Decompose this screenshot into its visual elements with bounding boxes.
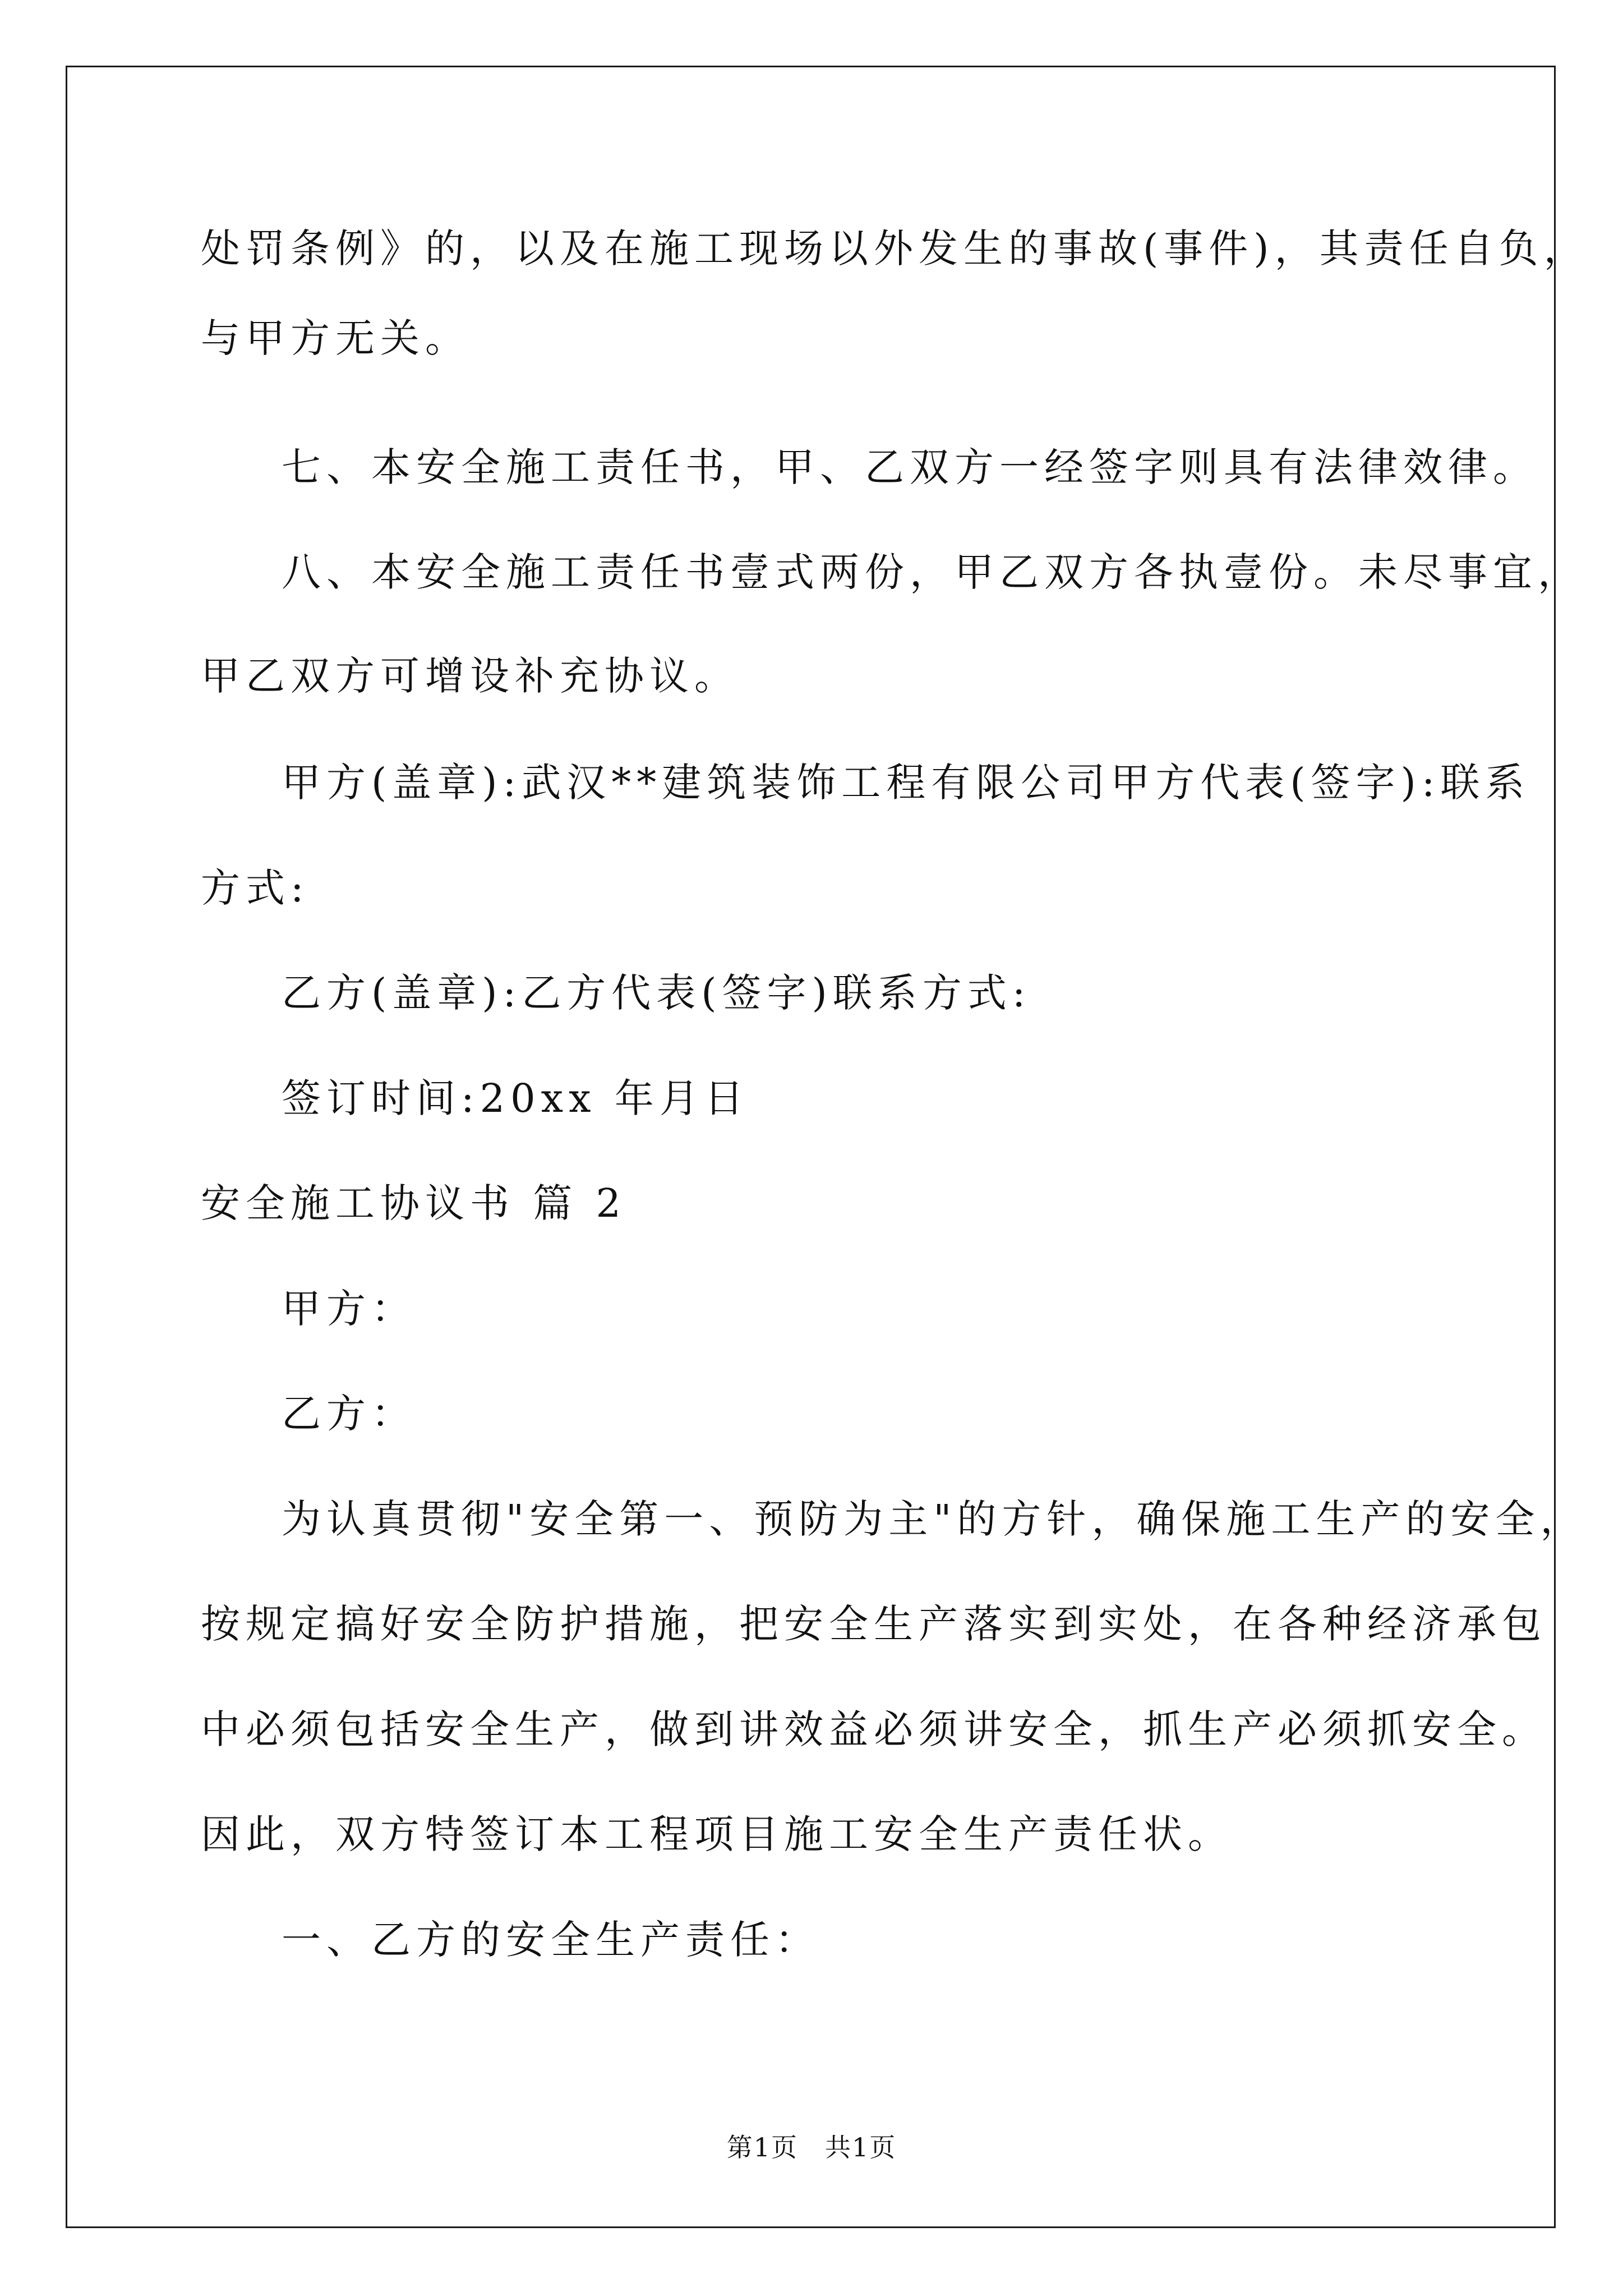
paragraph-line: 甲方(盖章):武汉**建筑装饰工程有限公司甲方代表(签字):联系 [282,760,1530,806]
paragraph-line: 处罚条例》的，以及在施工现场以外发生的事故(事件)，其责任自负， [201,226,1589,272]
page-border [66,66,1556,2228]
paragraph-line: 按规定搞好安全防护措施，把安全生产落实到实处，在各种经济承包 [201,1601,1547,1647]
paragraph-line: 一、乙方的安全生产责任： [282,1917,820,1963]
paragraph-line: 甲乙双方可增设补充协议。 [201,653,739,699]
paragraph-line: 乙方： [282,1391,416,1437]
paragraph-line: 甲方： [282,1286,416,1332]
paragraph-line: 七、本安全施工责任书，甲、乙双方一经签字则具有法律效律。 [282,444,1538,490]
paragraph-line: 方式: [201,865,310,911]
paragraph-line: 乙方(盖章):乙方代表(签字)联系方式: [282,970,1031,1016]
section-heading: 安全施工协议书 篇 2 [201,1180,627,1226]
paragraph-line: 为认真贯彻"安全第一、预防为主"的方针，确保施工生产的安全， [282,1496,1585,1542]
paragraph-line: 与甲方无关。 [201,315,470,361]
paragraph-line: 中必须包括安全生产，做到讲效益必须讲安全，抓生产必须抓安全。 [201,1706,1547,1752]
paragraph-line: 因此，双方特签订本工程项目施工安全生产责任状。 [201,1811,1233,1857]
paragraph-line: 签订时间:20xx 年月日 [282,1075,749,1121]
page-footer: 第1页 共1页 [726,2132,897,2162]
paragraph-line: 八、本安全施工责任书壹式两份，甲乙双方各执壹份。未尽事宜， [282,549,1583,595]
